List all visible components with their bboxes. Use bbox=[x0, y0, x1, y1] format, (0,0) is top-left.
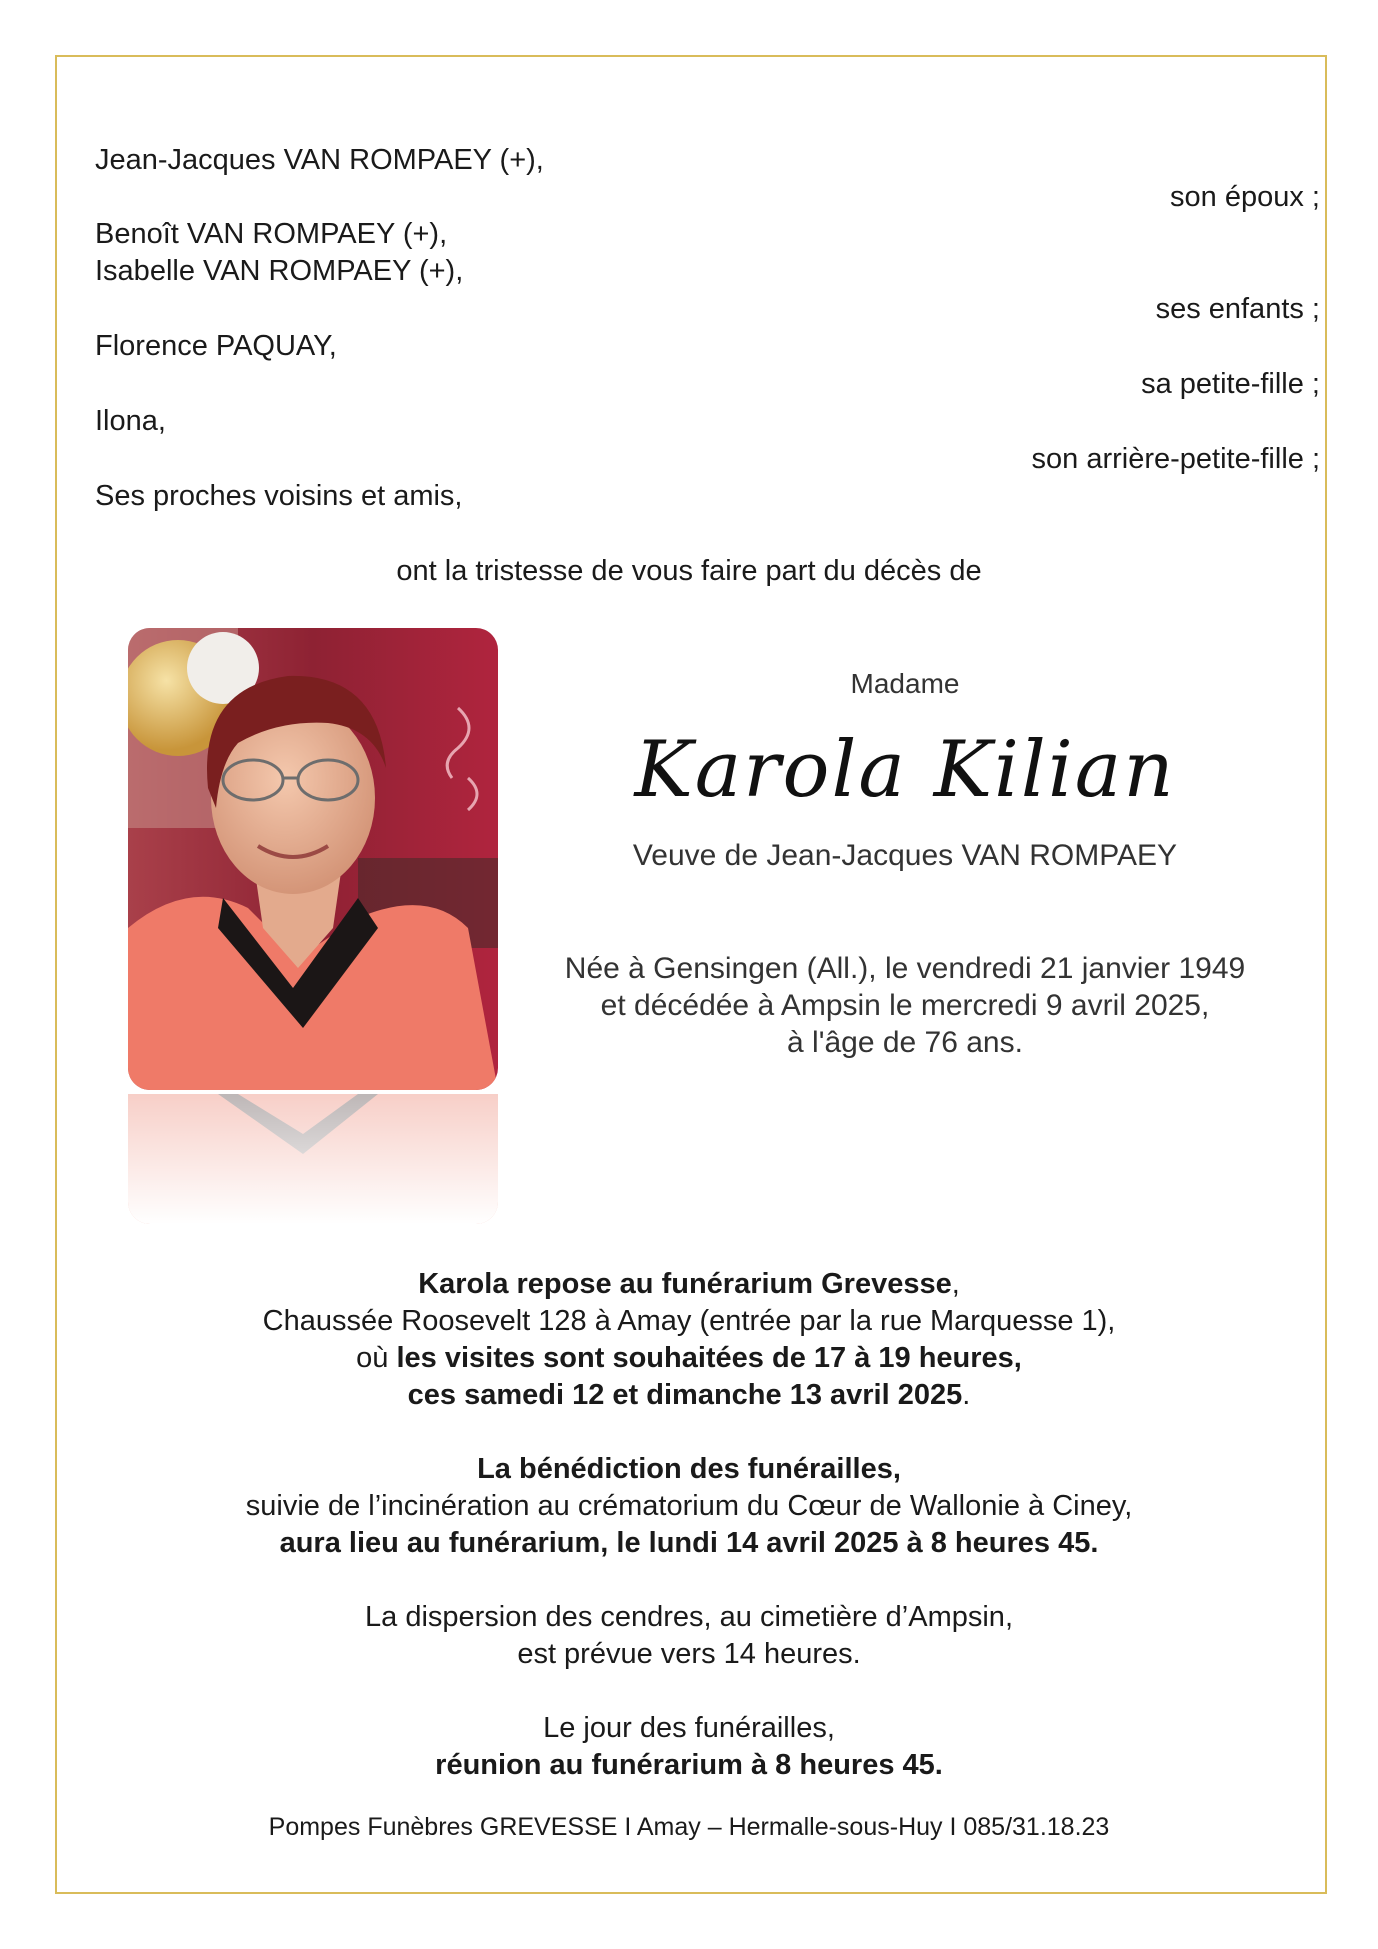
family-name-4: Florence PAQUAY, bbox=[95, 330, 337, 362]
family-role-granddaughter: sa petite-fille ; bbox=[1141, 368, 1320, 400]
visitation-address: Chaussée Roosevelt 128 à Amay (entrée par la rue Marquesse 1), bbox=[262, 1305, 1116, 1337]
visitation-block: Karola repose au funérarium Grevesse, Chaussée Roosevelt 128 à Amay (entrée par la rue Marquesse 1), où les visites sont souhaitées de 17 à 19 heures, ces samedi 12 et dimanche 13 avril 2025. bbox=[0, 1266, 1378, 1414]
death-line: et décédée à Ampsin le mercredi 9 avril 2025, bbox=[600, 989, 1210, 1022]
announcement: ont la tristesse de vous faire part du décès de bbox=[396, 555, 982, 587]
funeral-home-footer: Pompes Funèbres GREVESSE I Amay – Hermalle-sous-Huy I 085/31.18.23 bbox=[268, 1813, 1110, 1841]
family-name-6: Ses proches voisins et amis, bbox=[95, 480, 463, 512]
ceremony-title: La bénédiction des funérailles, bbox=[477, 1453, 901, 1485]
life-dates bbox=[520, 950, 1290, 1061]
visitation-dates: ces samedi 12 et dimanche 13 avril 2025 bbox=[407, 1379, 963, 1411]
deceased-name: Karola Kilian bbox=[634, 725, 1176, 815]
ashes-block bbox=[0, 1599, 1378, 1673]
family-role-spouse: son époux ; bbox=[1170, 181, 1320, 213]
ceremony-cremation: suivie de l’incinération au crématorium du Cœur de Wallonie à Ciney, bbox=[245, 1490, 1133, 1522]
family-name-5: Ilona, bbox=[95, 405, 166, 437]
birth-line: Née à Gensingen (All.), le vendredi 21 janvier 1949 bbox=[564, 952, 1246, 985]
family-name-2: Benoît VAN ROMPAEY (+), bbox=[95, 218, 448, 250]
family-role-children: ses enfants ; bbox=[1155, 293, 1320, 325]
age-line: à l'âge de 76 ans. bbox=[787, 1026, 1023, 1059]
widow-of: Veuve de Jean-Jacques VAN ROMPAEY bbox=[632, 839, 1178, 872]
meeting-block bbox=[0, 1710, 1378, 1784]
meeting-time: réunion au funérarium à 8 heures 45. bbox=[435, 1749, 943, 1781]
ceremony-block bbox=[0, 1451, 1378, 1562]
family-name-3: Isabelle VAN ROMPAEY (+), bbox=[95, 255, 464, 287]
ashes-line1: La dispersion des cendres, au cimetière d’Ampsin, bbox=[365, 1601, 1013, 1633]
visitation-hours: les visites sont souhaitées de 17 à 19 heures, bbox=[396, 1342, 1022, 1374]
family-role-great-granddaughter: son arrière-petite-fille ; bbox=[1031, 443, 1320, 475]
portrait-reflection bbox=[128, 1094, 498, 1224]
family-name-1: Jean-Jacques VAN ROMPAEY (+), bbox=[95, 144, 544, 176]
portrait-photo bbox=[128, 628, 498, 1090]
visitation-line1: Karola repose au funérarium Grevesse bbox=[418, 1268, 952, 1300]
ashes-line2: est prévue vers 14 heures. bbox=[517, 1638, 861, 1670]
honorific: Madame bbox=[850, 668, 960, 699]
ceremony-date: aura lieu au funérarium, le lundi 14 avril 2025 à 8 heures 45. bbox=[279, 1527, 1099, 1559]
meeting-line1: Le jour des funérailles, bbox=[543, 1712, 835, 1744]
